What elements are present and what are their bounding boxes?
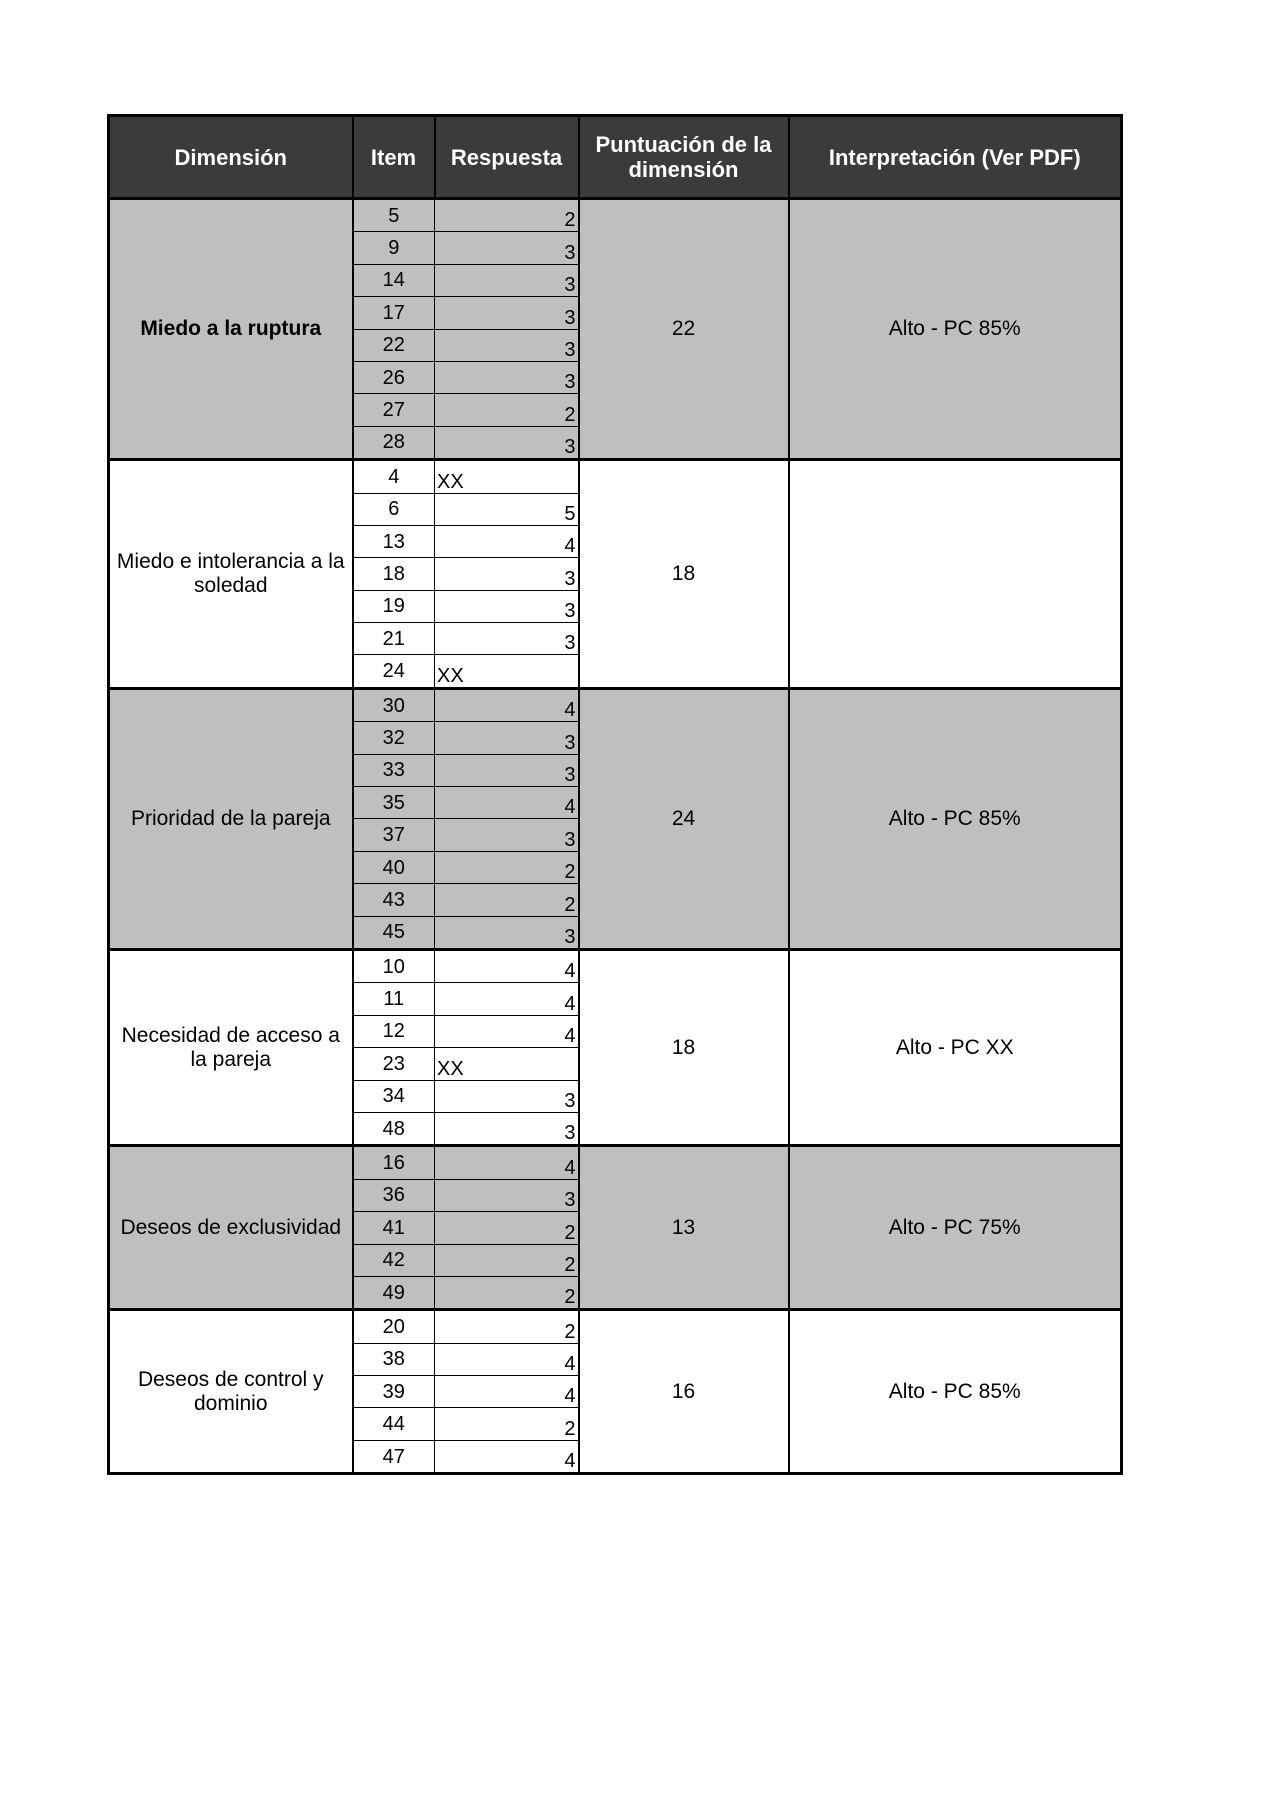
dimension-name: Deseos de control y dominio [109, 1310, 353, 1474]
interpretation: Alto - PC 75% [789, 1146, 1122, 1310]
table-row [109, 688, 1122, 721]
header-response: Respuesta [435, 116, 579, 199]
response-value: 3 [435, 754, 579, 786]
item-number: 48 [353, 1112, 435, 1145]
response-value: 4 [435, 1343, 579, 1375]
response-value: 2 [435, 1276, 579, 1309]
item-number: 41 [353, 1212, 435, 1244]
item-number: 20 [353, 1310, 435, 1343]
item-number: 13 [353, 525, 435, 557]
item-number: 33 [353, 754, 435, 786]
item-number: 38 [353, 1343, 435, 1375]
response-value: 3 [435, 722, 579, 754]
item-number: 47 [353, 1440, 435, 1473]
response-value: 3 [435, 329, 579, 361]
item-number: 43 [353, 884, 435, 916]
item-number: 36 [353, 1179, 435, 1211]
dimension-score: 18 [579, 460, 789, 689]
item-number: 42 [353, 1244, 435, 1276]
item-number: 22 [353, 329, 435, 361]
response-value: 4 [435, 1015, 579, 1047]
item-number: 10 [353, 949, 435, 982]
header-score: Puntuación de la dimensión [579, 116, 789, 199]
response-value: 3 [435, 1080, 579, 1112]
item-number: 49 [353, 1276, 435, 1309]
item-number: 28 [353, 426, 435, 459]
response-value: 2 [435, 884, 579, 916]
response-value: 4 [435, 688, 579, 721]
item-number: 34 [353, 1080, 435, 1112]
table-row [109, 1146, 1122, 1179]
response-value: 3 [435, 297, 579, 329]
item-number: 24 [353, 655, 435, 688]
response-value: 2 [435, 199, 579, 232]
item-number: 9 [353, 232, 435, 264]
response-value: 3 [435, 916, 579, 949]
item-number: 19 [353, 590, 435, 622]
item-number: 4 [353, 460, 435, 493]
dimension-name: Miedo a la ruptura [109, 199, 353, 460]
interpretation: Alto - PC 85% [789, 199, 1122, 460]
item-number: 39 [353, 1376, 435, 1408]
response-value: 3 [435, 590, 579, 622]
item-number: 26 [353, 361, 435, 393]
item-number: 17 [353, 297, 435, 329]
dimension-score: 22 [579, 199, 789, 460]
interpretation: Alto - PC 85% [789, 688, 1122, 949]
item-number: 30 [353, 688, 435, 721]
response-value: 2 [435, 1212, 579, 1244]
results-sheet [107, 114, 1120, 1475]
dimension-score: 16 [579, 1310, 789, 1474]
interpretation [789, 460, 1122, 689]
item-number: 12 [353, 1015, 435, 1047]
item-number: 18 [353, 558, 435, 590]
response-value: 3 [435, 1179, 579, 1211]
response-value: 4 [435, 787, 579, 819]
item-number: 44 [353, 1408, 435, 1440]
header-dimension: Dimensión [109, 116, 353, 199]
response-value: 3 [435, 1112, 579, 1145]
response-value: 3 [435, 623, 579, 655]
item-number: 6 [353, 493, 435, 525]
response-value: 4 [435, 983, 579, 1015]
interpretation: Alto - PC XX [789, 949, 1122, 1145]
response-value: XX [435, 655, 579, 688]
response-value: 3 [435, 232, 579, 264]
item-number: 40 [353, 851, 435, 883]
response-value: 4 [435, 949, 579, 982]
response-value: 3 [435, 361, 579, 393]
item-number: 14 [353, 264, 435, 296]
response-value: 4 [435, 1440, 579, 1473]
item-number: 16 [353, 1146, 435, 1179]
response-value: 2 [435, 394, 579, 426]
table-row [109, 949, 1122, 982]
table-row [109, 1310, 1122, 1343]
response-value: 2 [435, 1244, 579, 1276]
dimension-score: 18 [579, 949, 789, 1145]
table-row [109, 199, 1122, 232]
item-number: 35 [353, 787, 435, 819]
item-number: 21 [353, 623, 435, 655]
header-interpretation: Interpretación (Ver PDF) [789, 116, 1122, 199]
response-value: 4 [435, 1376, 579, 1408]
item-number: 11 [353, 983, 435, 1015]
item-number: 37 [353, 819, 435, 851]
dimension-name: Prioridad de la pareja [109, 688, 353, 949]
response-value: 2 [435, 851, 579, 883]
response-value: 3 [435, 558, 579, 590]
response-value: XX [435, 460, 579, 493]
item-number: 45 [353, 916, 435, 949]
response-value: 4 [435, 525, 579, 557]
dimension-name: Deseos de exclusividad [109, 1146, 353, 1310]
dimension-score: 24 [579, 688, 789, 949]
response-value: 4 [435, 1146, 579, 1179]
header-row [109, 116, 1122, 199]
dimension-name: Miedo e intolerancia a la soledad [109, 460, 353, 689]
response-value: XX [435, 1048, 579, 1080]
response-value: 5 [435, 493, 579, 525]
item-number: 32 [353, 722, 435, 754]
item-number: 23 [353, 1048, 435, 1080]
interpretation: Alto - PC 85% [789, 1310, 1122, 1474]
dimension-score: 13 [579, 1146, 789, 1310]
table-row [109, 460, 1122, 493]
response-value: 3 [435, 819, 579, 851]
header-item: Item [353, 116, 435, 199]
table-body [109, 199, 1122, 1474]
dimension-results-table [107, 114, 1123, 1475]
response-value: 3 [435, 264, 579, 296]
response-value: 3 [435, 426, 579, 459]
item-number: 5 [353, 199, 435, 232]
response-value: 2 [435, 1310, 579, 1343]
dimension-name: Necesidad de acceso a la pareja [109, 949, 353, 1145]
response-value: 2 [435, 1408, 579, 1440]
item-number: 27 [353, 394, 435, 426]
